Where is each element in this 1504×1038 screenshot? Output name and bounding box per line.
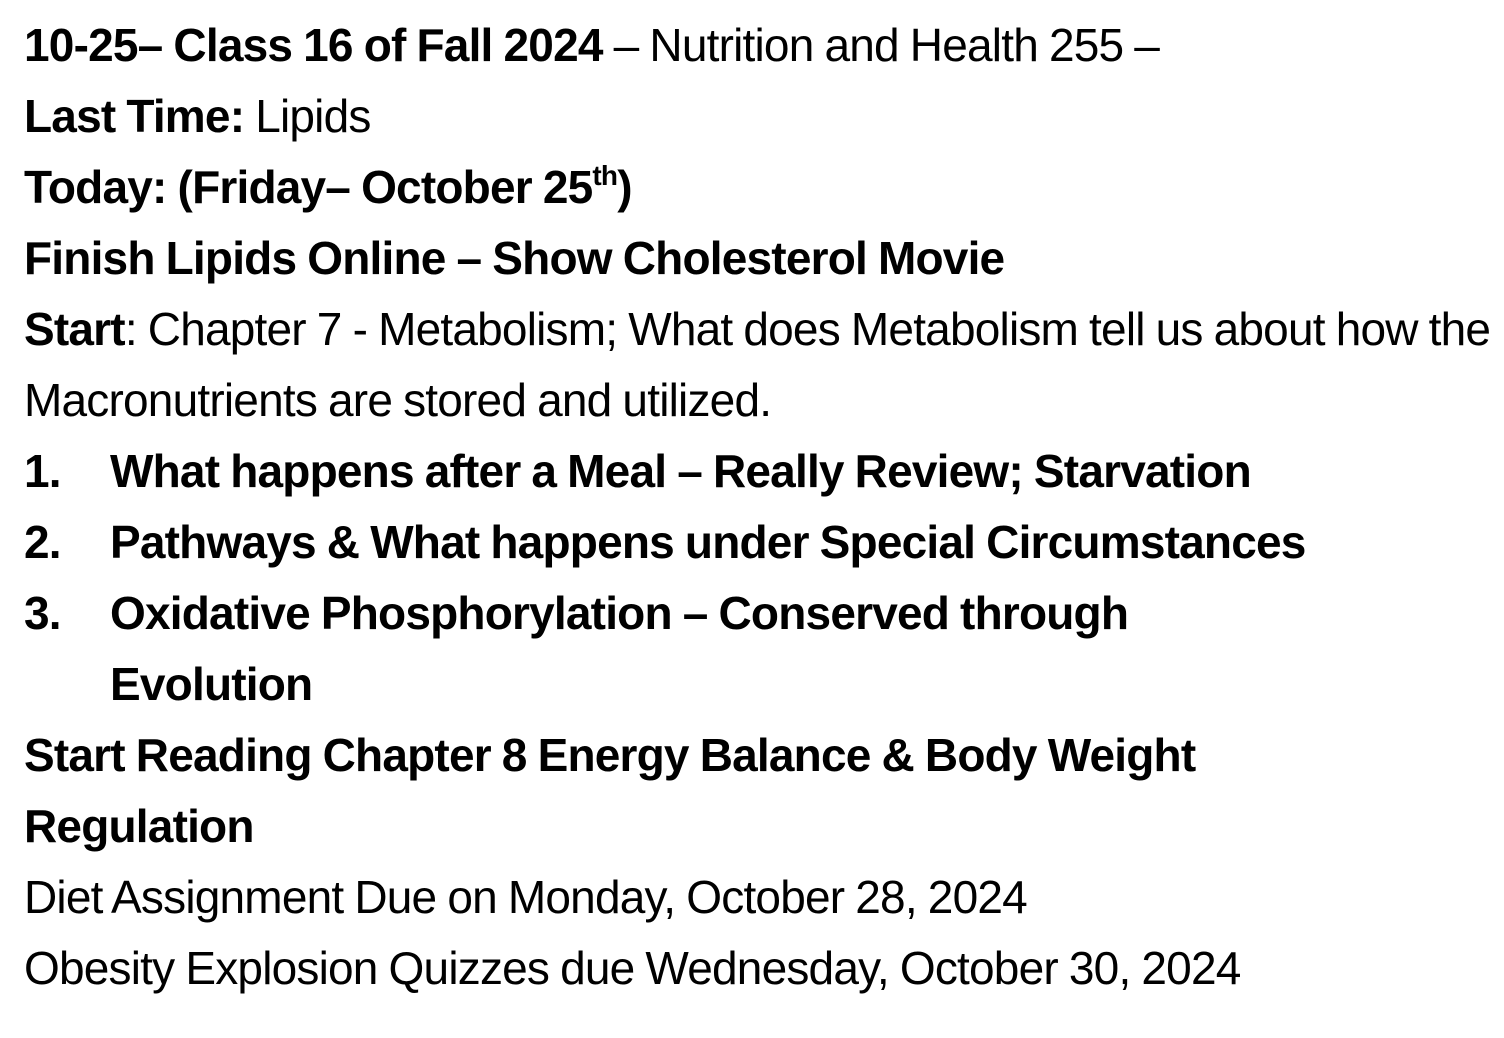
list-item: [24, 436, 1494, 507]
start-text: : Chapter 7 - Metabolism; What does Metabolism tell us about how the Macronutrients are stored and utilized.: [24, 303, 1491, 426]
last-time-value: Lipids: [244, 90, 371, 142]
header-separator: –: [602, 19, 650, 71]
assignment-line: [24, 933, 1494, 1004]
last-time-line: [24, 81, 1494, 152]
list-text: Oxidative Phosphorylation – Conserved through Evolution: [110, 587, 1129, 710]
reading-text: Start Reading Chapter 8 Energy Balance & Body Weight Regulation: [24, 729, 1196, 852]
course-title: Nutrition and Health 255 –: [649, 19, 1160, 71]
finish-text: Finish Lipids Online – Show Cholesterol Movie: [24, 232, 1005, 284]
slide-content: [24, 10, 1494, 1004]
today-close: ): [617, 161, 632, 213]
today-line: [24, 152, 1494, 223]
today-label: Today: (Friday– October 25: [24, 161, 593, 213]
list-number: 1.: [24, 445, 61, 497]
finish-line: [24, 223, 1494, 294]
start-label: Start: [24, 303, 125, 355]
reading-line: [24, 720, 1404, 862]
assignment-text: Obesity Explosion Quizzes due Wednesday, October 30, 2024: [24, 942, 1241, 994]
header-line: [24, 10, 1494, 81]
list-number: 2.: [24, 516, 61, 568]
list-text: What happens after a Meal – Really Review; Starvation: [110, 445, 1251, 497]
list-text: Pathways & What happens under Special Circumstances: [110, 516, 1306, 568]
list-item: [24, 507, 1494, 578]
assignment-line: [24, 862, 1494, 933]
assignment-text: Diet Assignment Due on Monday, October 28, 2024: [24, 871, 1027, 923]
last-time-label: Last Time:: [24, 90, 245, 142]
list-item: [24, 578, 1494, 720]
list-number: 3.: [24, 587, 61, 639]
class-label: 10-25– Class 16 of Fall 2024: [24, 19, 603, 71]
start-paragraph: [24, 294, 1494, 436]
today-suffix: th: [592, 160, 618, 191]
